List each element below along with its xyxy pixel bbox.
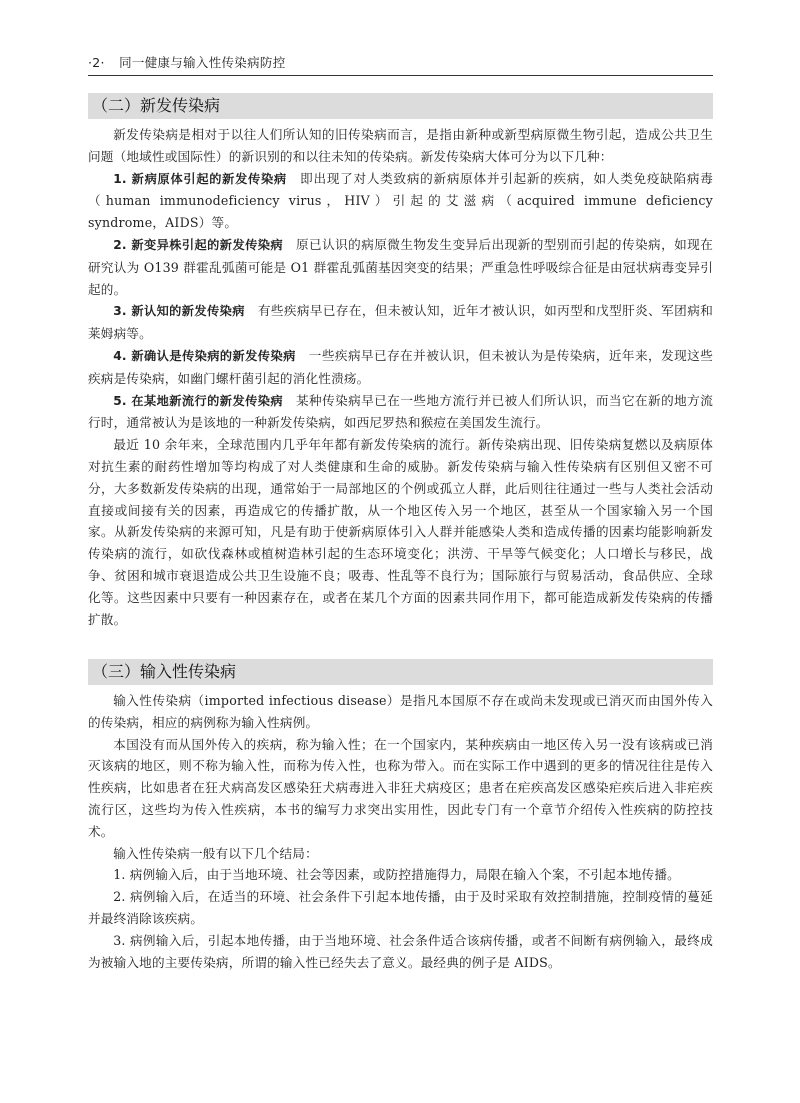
item-heading: 2. 新变异株引起的新发传染病 [113, 237, 283, 252]
list-item: 1. 病例输入后，由于当地环境、社会等因素，或防控措施得力，局限在输入个案，不引起本地传播。 [113, 867, 680, 883]
list-item [88, 390, 713, 435]
item-text: 原已认识的病原微生物发生变异后出现新的型别而引起的传染病，如现在研究认为 O139 群霍乱弧菌可能是 O1 群霍乱弧菌基因突变的结果；严重急性呼吸综合征是由冠状病毒变异引起的。 [88, 236, 713, 297]
item-text: 即出现了对人类致病的新病原体并引起新的疾病，如人类免疫缺陷病毒（human immunodeficiency virus，HIV）引起的艾滋病（acquired immune deficiency syndrome，AIDS）等。 [88, 170, 714, 231]
list-item: 3. 病例输入后，引起本地传播，由于当地环境、社会条件适合该病传播，或者不间断有病例输入，最终成为被输入地的主要传染病，所谓的输入性已经失去了意义。最经典的例子是 AIDS。 [88, 932, 713, 970]
paragraph: 输入性传染病一般有以下几个结局： [113, 845, 318, 861]
running-header [88, 53, 713, 76]
item-text: 某种传染病早已在一些地方流行并已被人们所认识，而当它在新的地方流行时，通常被认为是该地的一种新发传染病，如西尼罗热和猴痘在美国发生流行。 [88, 392, 713, 431]
list-item [88, 168, 713, 234]
book-title: 同一健康与输入性传染病防控 [119, 55, 286, 70]
section-heading-imported: （三）输入性传染病 [88, 659, 713, 685]
section-heading-emerging: （二）新发传染病 [88, 93, 713, 119]
list-item: 2. 病例输入后，在适当的环境、社会条件下引起本地传播，由于及时采取有效控制措施，控制疫情的蔓延并最终消除该疾病。 [88, 889, 713, 926]
page-number: ·2· [88, 55, 105, 70]
paragraph: 输入性传染病（imported infectious disease）是指凡本国原不存在或尚未发现或已消灭而由国外传入的传染病，相应的病例称为输入性病例。 [88, 693, 713, 730]
paragraph: 新发传染病是相对于以往人们所认知的旧传染病而言，是指由新种或新型病原微生物引起，造成公共卫生问题（地域性或国际性）的新识别的和以往未知的传染病。新发传染病大体可分为以下几种： [88, 127, 713, 164]
list-item [88, 345, 713, 390]
section-body-imported [88, 690, 713, 973]
item-heading: 1. 新病原体引起的新发传染病 [113, 171, 287, 186]
list-item [88, 300, 713, 345]
list-item [88, 234, 713, 300]
paragraph: 本国没有而从国外传入的疾病，称为输入性；在一个国家内，某种疾病由一地区传入另一没有该病或已消灭该病的地区，则不称为输入性，而称为传入性，也称为带入。而在实际工作中遇到的更多的情况往往是传入性疾病，比如患者在狂犬病高发区感染狂犬病毒进入非狂犬病疫区；患者在疟疾高发区感染疟疾后进入非疟疾流行区，这些均为传入性疾病，本书的编写力求突出实用性，因此专门有一个章节介绍传入性疾病的防控技术。 [88, 736, 713, 839]
item-heading: 4. 新确认是传染病的新发传染病 [113, 348, 296, 363]
paragraph: 最近 10 余年来，全球范围内几乎年年都有新发传染病的流行。新传染病出现、旧传染病复燃以及病原体对抗生素的耐药性增加等均构成了对人类健康和生命的威胁。新发传染病与输入性传染病有区别但又密不可分，大多数新发传染病的出现，通常始于一局部地区的个例或孤立人群，此后则往往通过一些与人类社会活动直接或间接有关的因素，再造成它的传播扩散，从一个地区传入另一个地区，甚至从一个国家输入另一个国家。从新发传染病的来源可知，凡是有助于使新病原体引入人群并能感染人类和造成传播的因素均能影响新发传染病的流行，如砍伐森林或植树造林引起的生态环境变化；洪涝、干旱等气候变化；人口增长与移民，战争、贫困和城市衰退造成公共卫生设施不良；吸毒、性乱等不良行为；国际旅行与贸易活动，食品供应、全球化等。这些因素中只要有一种因素存在，或者在某几个方面的因素共同作用下，都可能造成新发传染病的传播扩散。 [88, 437, 713, 627]
item-heading: 3. 新认知的新发传染病 [113, 304, 245, 319]
item-text: 有些疾病早已存在，但未被认知，近年才被认识，如丙型和戊型肝炎、军团病和莱姆病等。 [88, 303, 713, 342]
item-text: 一些疾病早已存在并被认识，但未被认为是传染病，近年来，发现这些疾病是传染病，如幽门螺杆菌引起的消化性溃疡。 [88, 347, 714, 386]
item-heading: 5. 在某地新流行的新发传染病 [113, 393, 283, 408]
section-body-emerging [88, 124, 713, 630]
